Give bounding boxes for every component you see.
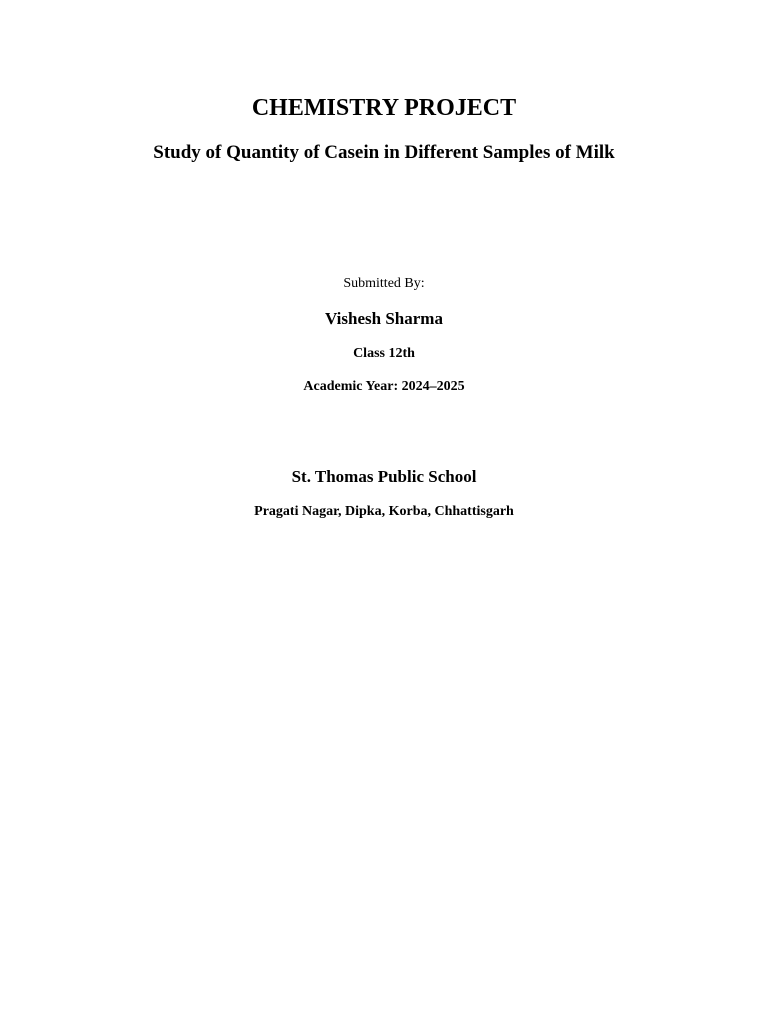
project-subtitle: Study of Quantity of Casein in Different Samples of Milk (153, 142, 615, 163)
school-name: St. Thomas Public School (291, 467, 477, 486)
submitted-by-label: Submitted By: (343, 276, 425, 291)
academic-year: Academic Year: 2024–2025 (303, 379, 465, 394)
student-class: Class 12th (353, 346, 415, 361)
project-title: CHEMISTRY PROJECT (251, 95, 517, 121)
school-address: Pragati Nagar, Dipka, Korba, Chhattisgarh (254, 504, 514, 519)
student-name: Vishesh Sharma (325, 309, 443, 328)
